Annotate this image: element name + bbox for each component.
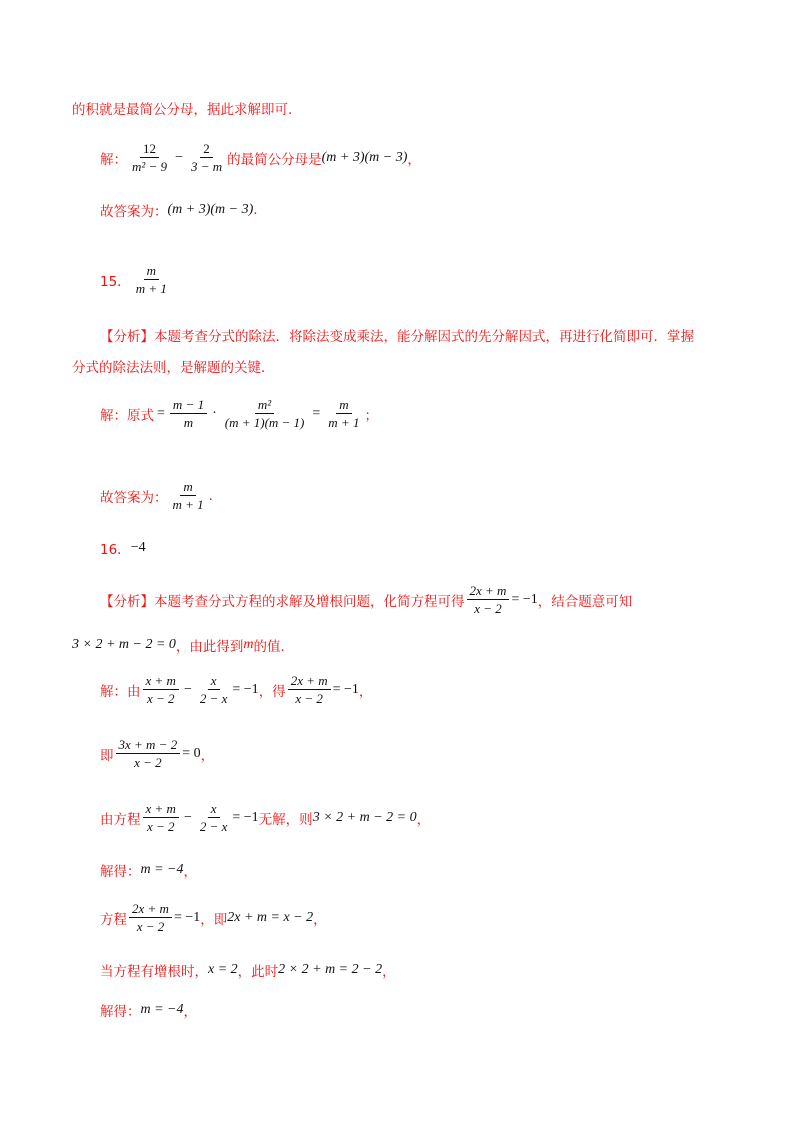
fraction [288,672,331,707]
label-text: 当方程有增根时， [100,964,208,980]
fraction [197,800,231,835]
paragraph-text: ，即 [200,911,228,928]
answer-line [100,478,213,513]
solution-line [100,672,372,707]
analysis-text: 分式的除法法则，是解题的关键． [72,360,275,376]
paragraph-text: ，得 [258,683,286,700]
denominator: m + 1 [172,497,204,512]
operator: − [183,681,192,697]
numerator: 12 [140,140,159,158]
label-text: 即 [100,747,114,764]
paragraph-text: 的积就是最简公分母，据此求解即可. [72,102,293,118]
analysis-text: 的值． [253,639,295,655]
punctuation: ， [416,811,431,828]
operator: − [175,149,183,165]
denominator: 2 − x [199,691,228,706]
analysis-line [100,582,632,617]
fraction [222,396,308,431]
fraction [467,582,510,617]
question-answer-line [100,538,146,558]
punctuation: . [253,202,258,218]
fraction [129,140,170,175]
analysis-text: 【分析】本题考查分式方程的求解及增根问题，化简方程可得 [100,593,465,610]
analysis-line [100,325,694,345]
question-number: 16． [100,542,131,558]
numerator: 2x + m [129,900,172,918]
math-expression: 3 × 2 + m − 2 = 0 [72,637,176,652]
denominator: x − 2 [146,819,175,834]
math-expression: m = −4 [140,1002,184,1017]
analysis-text: ，由此得到 [175,639,244,655]
paragraph-text: 的最简公分母是 [227,151,322,168]
math-expression: (m + 3)(m − 3) [167,202,254,217]
label-text: 故答案为： [100,489,168,506]
numerator: m [180,478,195,496]
denominator: (m + 1)(m − 1) [224,415,305,430]
math-expression: = 0 [182,745,201,761]
analysis-line [72,635,294,655]
denominator: x − 2 [136,919,165,934]
operator: = [157,405,165,421]
label-text: 方程 [100,911,127,928]
fraction [129,900,172,935]
fraction [197,672,231,707]
solution-line [100,140,421,175]
math-expression: = −1 [232,681,259,697]
label-text: 解：原式 [100,407,154,424]
math-expression: = −1 [511,591,538,607]
math-expression: 3 × 2 + m − 2 = 0 [312,809,417,825]
question-answer-line [100,262,172,297]
label-text: 故答案为： [100,204,168,220]
numerator: m [144,262,159,280]
numerator: 3x + m − 2 [116,736,181,754]
punctuation: ， [382,964,396,980]
denominator: m [183,415,194,430]
math-expression: −4 [130,540,146,555]
numerator: m [336,396,351,414]
operator: − [183,809,192,825]
punctuation: ， [183,864,198,880]
fraction [325,396,362,431]
solution-line [100,1000,197,1020]
denominator: m + 1 [328,415,360,430]
solution-line [100,960,396,980]
punctuation: ， [358,683,373,700]
operator: · [212,405,217,421]
fraction [143,800,179,835]
numerator: x [208,800,220,818]
text-line [72,98,292,118]
punctuation: ， [313,911,327,928]
analysis-line [72,356,275,376]
denominator: 2 − x [199,819,228,834]
fraction [116,736,181,771]
paragraph-text: ，此时 [237,964,279,980]
label-text: 解：由 [100,683,141,700]
math-expression: 2x + m = x − 2 [227,909,314,925]
paragraph-text: 无解，则 [258,811,313,828]
punctuation: . [208,487,213,504]
denominator: x − 2 [146,691,175,706]
punctuation: ， [407,151,421,168]
solution-line [100,736,214,771]
punctuation: ； [364,407,378,424]
fraction [143,672,179,707]
denominator: m² − 9 [132,159,168,174]
operator: = [312,405,321,421]
numerator: x + m [143,672,179,690]
label-text: 解得： [100,1004,141,1020]
fraction [170,478,207,513]
analysis-text: ，结合题意可知 [537,593,633,610]
denominator: 3 − m [190,159,223,174]
punctuation: ， [200,747,215,764]
answer-line [100,200,258,220]
numerator: m − 1 [170,396,207,414]
math-expression: = −1 [232,809,259,825]
label-text: 由方程 [100,811,141,828]
fraction [133,262,170,297]
solution-line [100,860,197,880]
variable: m [243,637,254,652]
solution-line [100,800,430,835]
numerator: 2 [200,140,213,158]
math-expression: x = 2 [208,962,238,977]
solution-line [100,900,327,935]
denominator: x − 2 [474,601,502,616]
question-number: 15． [100,273,131,290]
label-text: 解： [100,151,127,168]
punctuation: ， [183,1004,198,1020]
denominator: x − 2 [134,755,162,770]
label-text: 解得： [100,864,141,880]
numerator: m² [255,396,274,414]
math-expression: = −1 [173,909,201,925]
solution-line [100,396,378,431]
denominator: m + 1 [135,281,167,296]
fraction [170,396,207,431]
denominator: x − 2 [295,691,323,706]
math-expression: = −1 [332,681,359,697]
math-expression: m = −4 [140,862,184,877]
fraction [188,140,225,175]
math-expression: (m + 3)(m − 3) [321,149,408,165]
numerator: 2x + m [467,582,510,600]
numerator: 2x + m [288,672,331,690]
numerator: x [208,672,220,690]
numerator: x + m [143,800,179,818]
math-expression: 2 × 2 + m = 2 − 2 [278,962,383,977]
analysis-text: 【分析】本题考查分式的除法．将除法变成乘法，能分解因式的先分解因式，再进行化简即可．掌握 [100,329,694,345]
